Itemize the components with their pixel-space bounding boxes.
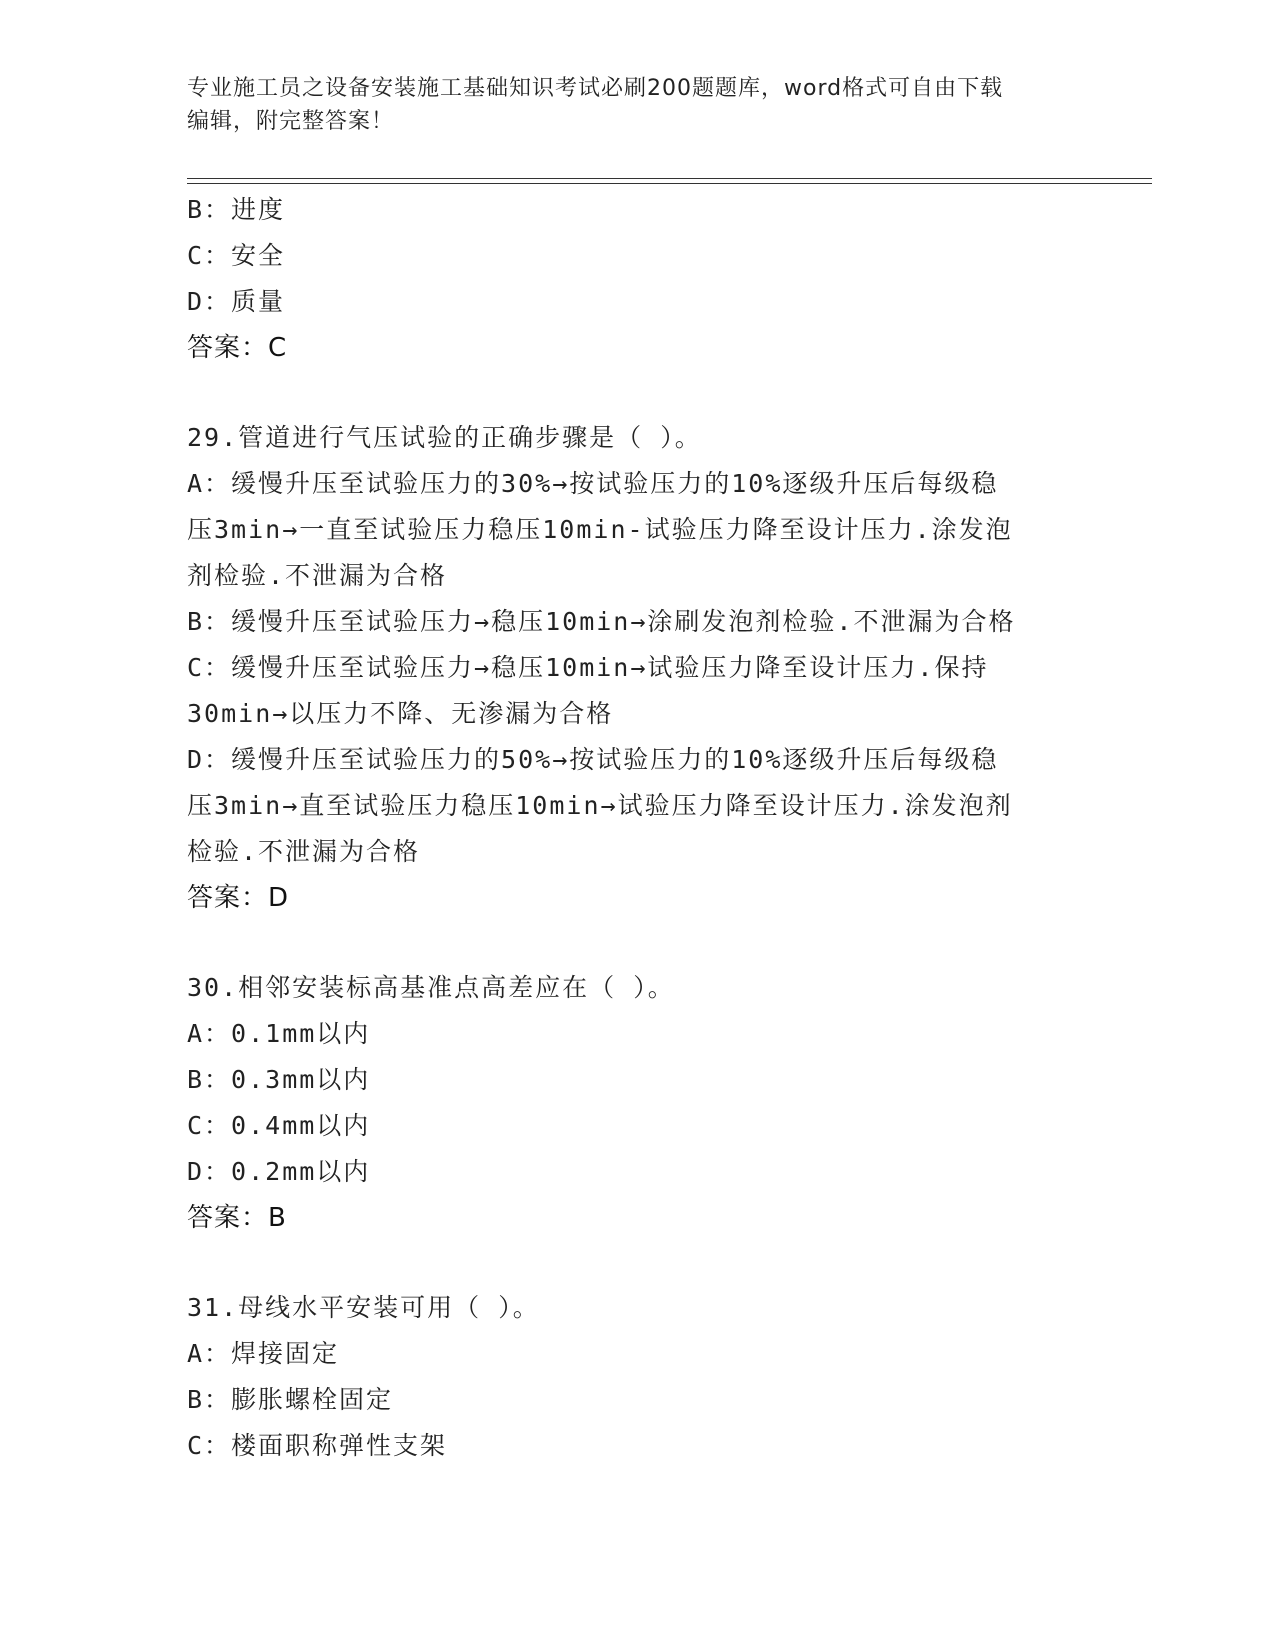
q29-option-b: B：缓慢升压至试验压力→稳压10min→涂刷发泡剂检验.不泄漏为合格 <box>187 607 1016 636</box>
q28-option-c: C：安全 <box>187 241 286 270</box>
q30-option-c: C：0.4mm以内 <box>187 1111 371 1140</box>
header-title-line-1: 专业施工员之设备安装施工基础知识考试必刷200题题库，word格式可自由下载 <box>187 76 1004 101</box>
q30-question: 30.相邻安装标高基准点高差应在（ ）。 <box>187 973 675 1002</box>
q29-answer: 答案：D <box>187 883 290 913</box>
q28-answer: 答案：C <box>187 333 288 363</box>
q29-option-d-line-3: 检验.不泄漏为合格 <box>187 837 421 866</box>
q31-option-b: B：膨胀螺栓固定 <box>187 1385 394 1414</box>
q30-option-a: A：0.1mm以内 <box>187 1019 371 1048</box>
spacer <box>187 1241 1087 1285</box>
question-30-block <box>187 965 1087 1241</box>
q29-option-d-line-2: 压3min→直至试验压力稳压10min→试验压力降至设计压力.涂发泡剂 <box>187 791 1013 820</box>
q30-answer: 答案：B <box>187 1203 287 1233</box>
q29-option-c-line-1: C：缓慢升压至试验压力→稳压10min→试验压力降至设计压力.保持 <box>187 653 989 682</box>
q30-option-d: D：0.2mm以内 <box>187 1157 371 1186</box>
q29-option-a-line-2: 压3min→一直至试验压力稳压10min-试验压力降至设计压力.涂发泡 <box>187 515 1013 544</box>
q29-option-a-line-1: A：缓慢升压至试验压力的30%→按试验压力的10%逐级升压后每级稳 <box>187 469 999 498</box>
question-list <box>187 187 1087 1469</box>
q30-option-b: B：0.3mm以内 <box>187 1065 371 1094</box>
question-28-block <box>187 187 1087 371</box>
q29-question: 29.管道进行气压试验的正确步骤是（ ）。 <box>187 423 702 452</box>
document-header <box>187 72 1067 138</box>
q29-option-a-line-3: 剂检验.不泄漏为合格 <box>187 561 448 590</box>
q28-option-d: D：质量 <box>187 287 286 316</box>
q29-option-d-line-1: D：缓慢升压至试验压力的50%→按试验压力的10%逐级升压后每级稳 <box>187 745 999 774</box>
question-29-block <box>187 415 1087 921</box>
q31-question: 31.母线水平安装可用（ ）。 <box>187 1293 540 1322</box>
header-divider-bottom <box>187 183 1152 184</box>
header-divider-top <box>187 178 1152 179</box>
spacer <box>187 921 1087 965</box>
q29-option-c-line-2: 30min→以压力不降、无渗漏为合格 <box>187 699 614 728</box>
q31-option-a: A：焊接固定 <box>187 1339 340 1368</box>
question-31-block <box>187 1285 1087 1469</box>
spacer <box>187 371 1087 415</box>
q31-option-c: C：楼面职称弹性支架 <box>187 1431 448 1460</box>
q28-option-b: B：进度 <box>187 195 286 224</box>
header-title-line-2: 编辑，附完整答案！ <box>187 109 395 134</box>
